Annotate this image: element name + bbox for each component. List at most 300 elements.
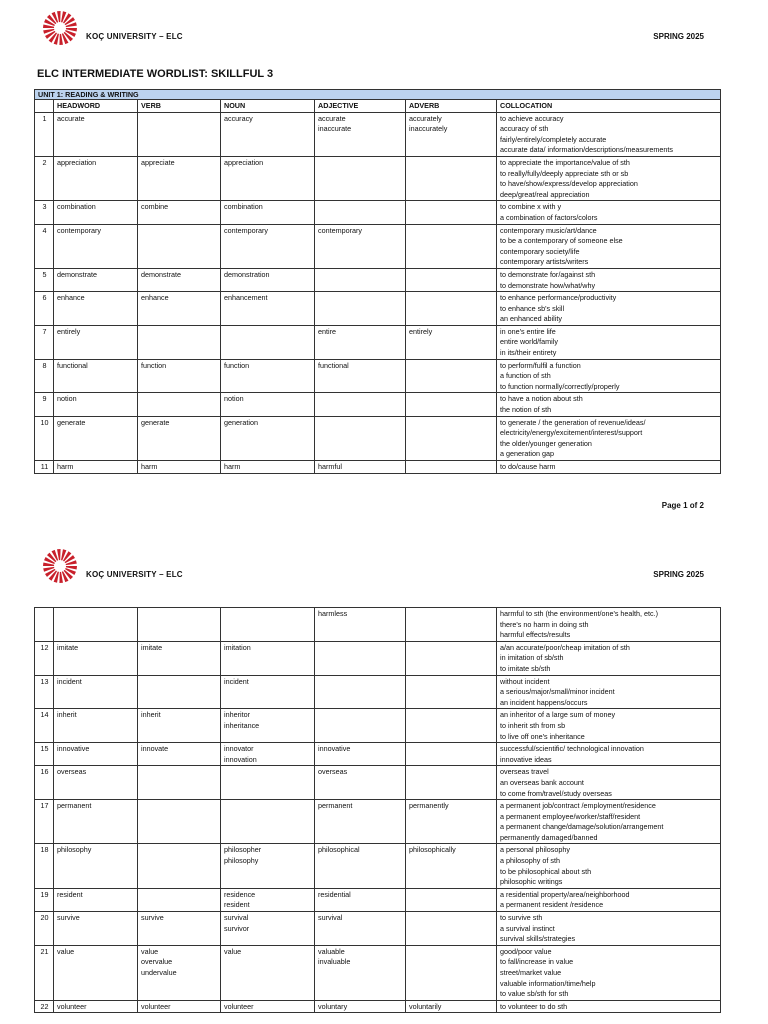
column-header-verb: VERB [138, 100, 221, 113]
adverb-cell [406, 112, 497, 156]
noun-cell [221, 800, 315, 844]
noun-cell [221, 912, 315, 946]
collocation-text: electricity/energy/excitement/interest/support [500, 428, 643, 438]
adjective-cell [315, 912, 406, 946]
collocation-text: an enhanced ability [500, 314, 562, 324]
document-title: ELC INTERMEDIATE WORDLIST: SKILLFUL 3 [37, 68, 274, 80]
collocation-cell [497, 359, 721, 393]
collocation-text: a philosophy of sth [500, 856, 560, 866]
headword-cell: enhance [54, 292, 138, 326]
verb-cell [138, 393, 221, 416]
adjective-cell [315, 1000, 406, 1013]
collocation-text: a permanent job/contract /employment/residence [500, 801, 656, 811]
table-row [35, 641, 721, 675]
row-number: 19 [35, 888, 54, 911]
headword-cell: incident [54, 675, 138, 709]
verb-text: undervalue [141, 968, 177, 977]
headword-cell: inherit [54, 709, 138, 743]
noun-text: incident [224, 676, 249, 686]
adjective-cell [315, 359, 406, 393]
headword-cell: contemporary [54, 224, 138, 268]
adjective-text: inaccurate [318, 124, 352, 134]
adverb-text: voluntarily [409, 1001, 442, 1011]
headword-cell: resident [54, 888, 138, 911]
adjective-cell [315, 201, 406, 224]
table-row [35, 675, 721, 709]
adverb-cell [406, 800, 497, 844]
adverb-cell [406, 945, 497, 1000]
table-row [35, 608, 721, 642]
collocation-cell [497, 675, 721, 709]
verb-cell [138, 201, 221, 224]
adverb-cell [406, 224, 497, 268]
headword-cell: philosophy [54, 844, 138, 888]
headword-cell: imitate [54, 641, 138, 675]
column-header-headword: HEADWORD [54, 100, 138, 113]
verb-text: volunteer [141, 1001, 171, 1011]
collocation-text: innovative ideas [500, 754, 552, 764]
verb-cell [138, 292, 221, 326]
collocation-text: to achieve accuracy [500, 113, 564, 123]
adverb-cell [406, 393, 497, 416]
row-number: 8 [35, 359, 54, 393]
adjective-cell [315, 844, 406, 888]
adverb-cell [406, 912, 497, 946]
column-header-noun: NOUN [221, 100, 315, 113]
collocation-text: to have/show/express/develop appreciation [500, 179, 638, 189]
noun-text: volunteer [224, 1001, 254, 1011]
verb-cell [138, 641, 221, 675]
collocation-cell [497, 766, 721, 800]
row-number: 22 [35, 1000, 54, 1013]
collocation-text: to volunteer to do sth [500, 1001, 568, 1011]
term-label: SPRING 2025 [653, 570, 704, 579]
noun-text: value [224, 946, 242, 956]
noun-cell [221, 292, 315, 326]
collocation-cell [497, 393, 721, 416]
collocation-text: survival skills/strategies [500, 934, 576, 944]
adverb-cell [406, 766, 497, 800]
collocation-cell [497, 709, 721, 743]
adjective-text: voluntary [318, 1001, 348, 1011]
headword-cell: combination [54, 201, 138, 224]
collocation-text: a serious/major/small/minor incident [500, 687, 615, 697]
table-row [35, 112, 721, 156]
table-row [35, 268, 721, 291]
verb-text: value [141, 946, 159, 956]
adjective-cell [315, 156, 406, 200]
noun-text: enhancement [224, 293, 268, 303]
noun-cell [221, 1000, 315, 1013]
noun-text: inheritance [224, 720, 260, 730]
table-row [35, 416, 721, 460]
logo-ray [57, 11, 61, 22]
collocation-text: contemporary society/life [500, 246, 580, 256]
noun-cell [221, 461, 315, 474]
adverb-cell [406, 608, 497, 642]
collocation-text: overseas travel [500, 767, 549, 777]
noun-cell [221, 766, 315, 800]
adverb-cell [406, 268, 497, 291]
noun-text: appreciation [224, 157, 264, 167]
collocation-text: accuracy of sth [500, 124, 549, 134]
adjective-cell [315, 800, 406, 844]
adverb-cell [406, 641, 497, 675]
adverb-cell [406, 292, 497, 326]
collocation-cell [497, 888, 721, 911]
collocation-text: accurate data/ information/descriptions/measurements [500, 145, 673, 155]
collocation-text: to demonstrate for/against sth [500, 269, 596, 279]
adjective-cell [315, 325, 406, 359]
headword-cell: notion [54, 393, 138, 416]
collocation-text: an overseas bank account [500, 777, 584, 787]
verb-text: demonstrate [141, 269, 181, 279]
table-row [35, 156, 721, 200]
table-row [35, 800, 721, 844]
wordlist-table [34, 607, 721, 1013]
university-name: KOÇ UNIVERSITY – ELC [86, 32, 183, 41]
collocation-text: to really/fully/deeply appreciate sth or sb [500, 168, 629, 178]
noun-text: philosophy [224, 856, 259, 866]
collocation-cell [497, 325, 721, 359]
headword-cell: value [54, 945, 138, 1000]
headword-cell: demonstrate [54, 268, 138, 291]
koc-university-logo-icon [42, 548, 78, 584]
verb-cell [138, 416, 221, 460]
collocation-text: an inheritor of a large sum of money [500, 710, 616, 720]
noun-cell [221, 325, 315, 359]
logo-ray [57, 549, 61, 560]
collocation-cell [497, 1000, 721, 1013]
adjective-text: harmful [318, 462, 342, 471]
table-row [35, 359, 721, 393]
adjective-cell [315, 416, 406, 460]
adjective-cell [315, 945, 406, 1000]
noun-text: imitation [224, 642, 251, 652]
collocation-text: permanently damaged/banned [500, 832, 598, 842]
verb-cell [138, 743, 221, 766]
wordlist-table [34, 89, 721, 474]
adjective-cell [315, 743, 406, 766]
collocation-text: an incident happens/occurs [500, 697, 588, 707]
collocation-cell [497, 844, 721, 888]
collocation-cell [497, 156, 721, 200]
adverb-cell [406, 359, 497, 393]
noun-cell [221, 156, 315, 200]
verb-cell [138, 800, 221, 844]
verb-text: enhance [141, 293, 169, 303]
adjective-cell [315, 292, 406, 326]
adverb-cell [406, 888, 497, 911]
row-number: 6 [35, 292, 54, 326]
collocation-cell [497, 800, 721, 844]
headword-cell: overseas [54, 766, 138, 800]
verb-cell [138, 156, 221, 200]
adjective-text: philosophical [318, 845, 360, 855]
verb-cell [138, 461, 221, 474]
table-row [35, 461, 721, 474]
collocation-text: a residential property/area/neighborhood [500, 889, 630, 899]
adjective-text: valuable [318, 946, 345, 956]
noun-text: combination [224, 202, 263, 212]
adjective-cell [315, 766, 406, 800]
noun-text: inheritor [224, 710, 250, 720]
collocation-text: in imitation of sb/sth [500, 653, 564, 663]
noun-cell [221, 844, 315, 888]
table-row [35, 709, 721, 743]
row-number: 16 [35, 766, 54, 800]
noun-text: innovation [224, 754, 257, 764]
adjective-text: functional [318, 360, 349, 370]
adverb-text: philosophically [409, 845, 456, 855]
collocation-text: to come from/travel/study overseas [500, 788, 612, 798]
headword-cell: entirely [54, 325, 138, 359]
noun-cell [221, 393, 315, 416]
noun-cell [221, 641, 315, 675]
collocation-text: a permanent employee/worker/staff/resident [500, 811, 641, 821]
collocation-text: valuable information/time/help [500, 978, 596, 988]
collocation-cell [497, 416, 721, 460]
row-number: 10 [35, 416, 54, 460]
verb-cell [138, 1000, 221, 1013]
headword-cell: survive [54, 912, 138, 946]
noun-text: function [224, 360, 250, 370]
collocation-text: entire world/family [500, 337, 558, 347]
collocation-text: to enhance sb's skill [500, 303, 565, 313]
table-row [35, 766, 721, 800]
page-header [42, 548, 704, 588]
table-row [35, 912, 721, 946]
noun-cell [221, 201, 315, 224]
noun-cell [221, 268, 315, 291]
verb-cell [138, 844, 221, 888]
collocation-text: fairly/entirely/completely accurate [500, 134, 607, 144]
row-number: 7 [35, 325, 54, 359]
collocation-text: to fall/increase in value [500, 957, 574, 967]
collocation-text: harmful to sth (the environment/one's health, etc.) [500, 609, 658, 618]
noun-cell [221, 709, 315, 743]
collocation-text: street/market value [500, 968, 562, 977]
term-label: SPRING 2025 [653, 32, 704, 41]
collocation-text: harmful effects/results [500, 630, 571, 640]
adjective-cell [315, 675, 406, 709]
adverb-cell [406, 416, 497, 460]
noun-cell [221, 888, 315, 911]
adjective-cell [315, 268, 406, 291]
collocation-cell [497, 201, 721, 224]
collocation-text: to combine x with y [500, 202, 562, 212]
collocation-text: to enhance performance/productivity [500, 293, 617, 303]
collocation-text: to do/cause harm [500, 462, 556, 471]
table-row [35, 844, 721, 888]
verb-cell [138, 888, 221, 911]
verb-text: inherit [141, 710, 161, 720]
verb-cell [138, 268, 221, 291]
verb-text: appreciate [141, 157, 175, 167]
row-number: 20 [35, 912, 54, 946]
row-number: 12 [35, 641, 54, 675]
collocation-text: a generation gap [500, 449, 554, 459]
collocation-text: a survival instinct [500, 923, 555, 933]
row-number: 15 [35, 743, 54, 766]
headword-cell: generate [54, 416, 138, 460]
table-row [35, 393, 721, 416]
adjective-cell [315, 888, 406, 911]
collocation-text: a permanent change/damage/solution/arrangement [500, 822, 664, 832]
collocation-text: to be philosophical about sth [500, 866, 592, 876]
noun-text: resident [224, 900, 250, 910]
noun-text: innovator [224, 744, 254, 754]
noun-text: philosopher [224, 845, 262, 855]
adverb-text: accurately [409, 113, 442, 123]
noun-text: contemporary [224, 225, 268, 235]
adverb-cell [406, 709, 497, 743]
verb-cell [138, 912, 221, 946]
adverb-cell [406, 156, 497, 200]
verb-cell [138, 675, 221, 709]
noun-text: survivor [224, 923, 250, 933]
noun-text: harm [224, 462, 241, 471]
column-header-row [35, 100, 721, 113]
headword-cell: volunteer [54, 1000, 138, 1013]
collocation-text: good/poor value [500, 946, 552, 956]
collocation-text: a function of sth [500, 371, 551, 381]
headword-cell: harm [54, 461, 138, 474]
collocation-text: successful/scientific/ technological innovation [500, 744, 644, 754]
collocation-text: the notion of sth [500, 405, 552, 415]
row-number: 13 [35, 675, 54, 709]
verb-text: combine [141, 202, 169, 212]
adverb-cell [406, 844, 497, 888]
row-number: 21 [35, 945, 54, 1000]
verb-cell [138, 325, 221, 359]
row-number: 1 [35, 112, 54, 156]
adjective-text: permanent [318, 801, 353, 811]
koc-university-logo-icon [42, 10, 78, 46]
headword-cell: functional [54, 359, 138, 393]
row-number: 9 [35, 393, 54, 416]
noun-cell [221, 675, 315, 709]
column-header-adverb: ADVERB [406, 100, 497, 113]
unit-heading: UNIT 1: READING & WRITING [35, 90, 721, 100]
verb-cell [138, 608, 221, 642]
collocation-text: to imitate sb/sth [500, 663, 551, 673]
adverb-cell [406, 743, 497, 766]
adverb-cell [406, 201, 497, 224]
collocation-text: to generate / the generation of revenue/ideas/ [500, 417, 646, 427]
table-row [35, 224, 721, 268]
adverb-text: permanently [409, 801, 449, 811]
adjective-text: accurate [318, 113, 346, 123]
noun-text: accuracy [224, 113, 253, 123]
collocation-text: contemporary music/art/dance [500, 225, 597, 235]
adjective-cell [315, 112, 406, 156]
adverb-cell [406, 675, 497, 709]
row-number [35, 608, 54, 642]
table-row [35, 743, 721, 766]
noun-cell [221, 359, 315, 393]
table-row [35, 201, 721, 224]
verb-cell [138, 359, 221, 393]
collocation-text: to demonstrate how/what/why [500, 280, 596, 290]
verb-cell [138, 112, 221, 156]
verb-text: overvalue [141, 957, 173, 967]
table-row [35, 325, 721, 359]
collocation-text: there's no harm in doing sth [500, 619, 589, 629]
adjective-text: survival [318, 913, 343, 923]
noun-cell [221, 224, 315, 268]
noun-cell [221, 416, 315, 460]
verb-text: innovate [141, 744, 169, 754]
verb-text: survive [141, 913, 164, 923]
row-number: 14 [35, 709, 54, 743]
collocation-cell [497, 224, 721, 268]
collocation-text: to value sb/sth for sth [500, 989, 569, 999]
collocation-text: without incident [500, 676, 550, 686]
verb-text: harm [141, 462, 158, 471]
row-number: 2 [35, 156, 54, 200]
collocation-text: to survive sth [500, 913, 543, 923]
adjective-text: residential [318, 889, 351, 899]
unit-heading-row [35, 90, 721, 100]
adjective-cell [315, 709, 406, 743]
adverb-cell [406, 325, 497, 359]
noun-text: generation [224, 417, 258, 427]
verb-cell [138, 224, 221, 268]
adjective-text: entire [318, 326, 336, 336]
column-header-number [35, 100, 54, 113]
collocation-text: deep/great/real appreciation [500, 189, 590, 199]
verb-cell [138, 766, 221, 800]
headword-cell [54, 608, 138, 642]
adjective-cell [315, 393, 406, 416]
collocation-text: a personal philosophy [500, 845, 570, 855]
adverb-text: inaccurately [409, 124, 448, 134]
noun-text: demonstration [224, 269, 270, 279]
adjective-cell [315, 224, 406, 268]
table-row [35, 945, 721, 1000]
adjective-text: overseas [318, 767, 348, 777]
adjective-text: harmless [318, 609, 348, 618]
collocation-text: to live off one's inheritance [500, 731, 585, 741]
verb-text: function [141, 360, 167, 370]
page-2 [0, 540, 768, 1024]
university-name: KOÇ UNIVERSITY – ELC [86, 570, 183, 579]
collocation-text: to be a contemporary of someone else [500, 236, 623, 246]
adjective-text: invaluable [318, 957, 351, 967]
verb-text: imitate [141, 642, 163, 652]
table-row [35, 1000, 721, 1013]
row-number: 11 [35, 461, 54, 474]
page-header [42, 10, 704, 50]
collocation-text: philosophic writings [500, 877, 563, 887]
row-number: 18 [35, 844, 54, 888]
adjective-text: contemporary [318, 225, 362, 235]
noun-cell [221, 608, 315, 642]
collocation-text: in its/their entirety [500, 348, 557, 358]
collocation-text: to inherit sth from sb [500, 720, 566, 730]
collocation-text: contemporary artists/writers [500, 257, 589, 267]
logo-ray [59, 34, 63, 45]
row-number: 5 [35, 268, 54, 291]
page-number: Page 1 of 2 [661, 501, 704, 510]
noun-text: notion [224, 394, 244, 404]
collocation-text: to function normally/correctly/properly [500, 381, 620, 391]
headword-cell: permanent [54, 800, 138, 844]
collocation-text: a combination of factors/colors [500, 212, 598, 222]
collocation-text: to perform/fulfil a function [500, 360, 581, 370]
verb-text: generate [141, 417, 170, 427]
